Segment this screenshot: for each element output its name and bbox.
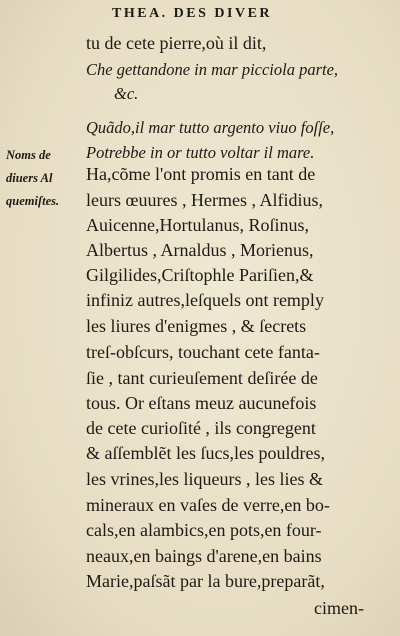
text-line: les liures d'enigmes , & ſecrets	[86, 316, 307, 336]
text-line: Marie,paſsãt par la bure,preparãt,	[86, 571, 325, 591]
italic-verse-line: Quãdo,il mar tutto argento viuo foſſe,	[86, 118, 335, 137]
marginal-note-line-2: diuers Al	[6, 171, 53, 185]
text-line: Gilgilides,Criſtophle Pariſien,&	[86, 265, 314, 285]
text-line: Ha,cõme l'ont promis en tant de	[86, 164, 316, 184]
italic-verse-line: Che gettandone in mar picciola parte,	[86, 60, 339, 79]
text-line: mineraux en vaſes de verre,en bo-	[86, 495, 330, 515]
text-line: de cete curioſité , ils congregent	[86, 418, 316, 438]
text-line: treſ-obſcurs, touchant cete fanta-	[86, 342, 320, 362]
marginal-note-line-3: quemiſtes.	[6, 194, 60, 208]
text-line: leurs œuures , Hermes , Alfidius,	[86, 190, 323, 210]
text-line: neaux,en baings d'arene,en bains	[86, 546, 322, 566]
text-line: infiniz autres,leſquels ont remply	[86, 290, 324, 310]
text-line: les vrines,les liqueurs , les lies &	[86, 469, 323, 489]
text-line: cals,en alambics,en pots,en four-	[86, 520, 322, 540]
text-line: ſie , tant curieuſement deſirée de	[86, 368, 318, 388]
text-line: Albertus , Arnaldus , Morienus,	[86, 240, 314, 260]
marginal-note-line-1: Noms de	[6, 148, 51, 162]
text-line: & aſſemblẽt les ſucs,les pouldres,	[86, 443, 325, 463]
italic-verse-line: &c.	[114, 84, 139, 103]
text-line: tu de cete pierre,où il dit,	[86, 33, 267, 53]
running-head: THEA. DES DIVER	[112, 6, 273, 21]
italic-verse-line: Potrebbe in or tutto voltar il mare.	[86, 143, 315, 162]
catchword: cimen-	[314, 598, 364, 618]
text-line: tous. Or eſtans meuz aucunefois	[86, 393, 317, 413]
text-line: Auicenne,Hortulanus, Roſinus,	[86, 215, 309, 235]
